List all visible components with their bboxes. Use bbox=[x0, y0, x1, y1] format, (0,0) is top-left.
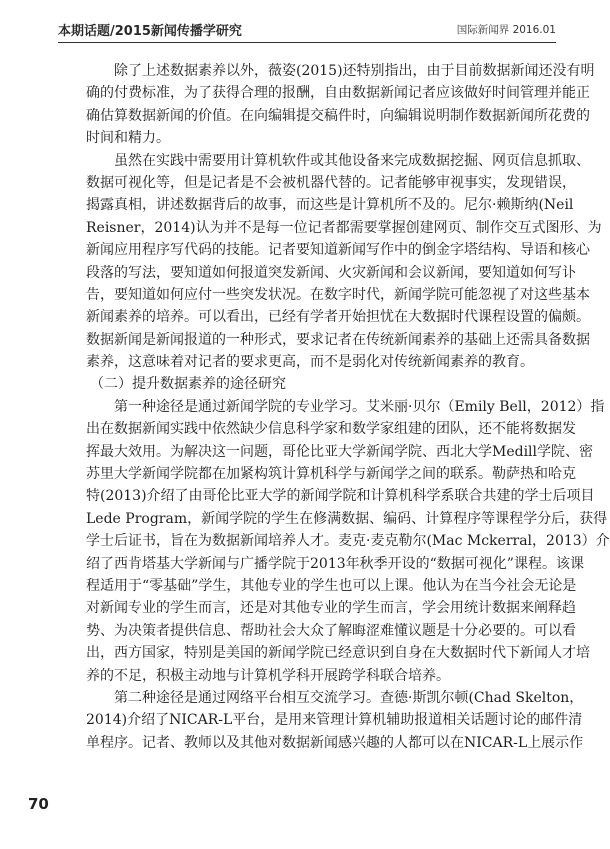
text-line: 出，西方国家，特别是美国的新闻学院已经意识到自身在大数据时代下新闻人才培 bbox=[86, 645, 590, 662]
text-line: Reisner，2014)认为并不是每一位记者都需要掌握创建网页、制作交互式图形、为 bbox=[86, 219, 602, 236]
text-line: 告，要知道如何应付一些突发状况。在数字时代，新闻学院可能忽视了对这些基本 bbox=[86, 286, 590, 303]
text-line: 绍了西肯塔基大学新闻与广播学院于2013年秋季开设的“数据可视化”课程。该课 bbox=[86, 555, 584, 572]
text-line: 段落的写法，要知道如何报道突发新闻、火灾新闻和会议新闻，要知道如何写讣 bbox=[86, 264, 576, 281]
journal-issue: 国际新闻界 2016.01 bbox=[456, 24, 556, 36]
text-line: 数据可视化等，但是记者是不会被机器代替的。记者能够审视事实，发现错误， bbox=[86, 174, 576, 191]
header-rule bbox=[58, 42, 556, 43]
text-line: 时间和精力。 bbox=[86, 130, 170, 147]
text-line: 出在数据新闻实践中依然缺少信息科学家和数学家组建的团队，还不能将数据发 bbox=[86, 421, 576, 438]
text-line: Lede Program，新闻学院的学生在修满数据、编码、计算程序等课程学分后，获得 bbox=[86, 510, 608, 527]
text-line: 程适用于“零基础”学生，其他专业的学生也可以上课。他认为在当今社会无论是 bbox=[86, 577, 577, 594]
text-line: 2014)介绍了NICAR-L平台，是用来管理计算机辅助报道相关话题讨论的邮件清 bbox=[86, 712, 583, 729]
page-number: 70 bbox=[28, 795, 49, 813]
text-line: 养的不足，积极主动地与计算机学科开展跨学科联合培养。 bbox=[86, 667, 450, 684]
text-line: 苏里大学新闻学院都在加紧构筑计算机科学与新闻学之间的联系。勒萨热和哈克 bbox=[86, 466, 576, 483]
text-line: 虽然在实践中需要用计算机软件或其他设备来完成数据挖掘、网页信息抓取、 bbox=[114, 152, 590, 169]
text-line: 新闻应用程序写代码的技能。记者要知道新闻写作中的倒金字塔结构、导语和核心 bbox=[86, 242, 590, 259]
text-line: 挥最大效用。为解决这一问题，哥伦比亚大学新闻学院、西北大学Medill学院、密 bbox=[86, 443, 594, 460]
text-line: 第一种途径是通过新闻学院的专业学习。艾米丽·贝尔（Emily Bell，2012）指 bbox=[114, 398, 605, 415]
running-header bbox=[58, 20, 556, 40]
article-body bbox=[86, 60, 610, 754]
text-line: 单程序。记者、教师以及其他对数据新闻感兴趣的人都可以在NICAR-L上展示作 bbox=[86, 734, 584, 751]
text-line: 素养，这意味着对记者的要求更高，而不是弱化对传统新闻素养的教育。 bbox=[86, 354, 534, 371]
text-line: 学士后证书，旨在为数据新闻培养人才。麦克·麦克勒尔(Mac Mckerral，2013）介 bbox=[86, 533, 610, 550]
text-line: 特(2013)介绍了由哥伦比亚大学的新闻学院和计算机科学系联合共建的学士后项目 bbox=[86, 488, 595, 505]
text-line: 势、为决策者提供信息、帮助社会大众了解晦涩难懂议题是十分必要的。可以看 bbox=[86, 622, 576, 639]
text-line: 对新闻专业的学生而言，还是对其他专业的学生而言，学会用统计数据来阐释趋 bbox=[86, 600, 576, 617]
text-line: 数据新闻是新闻报道的一种形式，要求记者在传统新闻素养的基础上还需具备数据 bbox=[86, 331, 590, 348]
text-line: 揭露真相，讲述数据背后的故事，而这些是计算机所不及的。尼尔·赖斯纳(Neil bbox=[86, 197, 574, 214]
text-line: 第二种途径是通过网络平台相互交流学习。查德·斯凯尔顿(Chad Skelton， bbox=[114, 689, 584, 706]
journal-section-title: 本期话题/2015新闻传播学研究 bbox=[58, 24, 242, 39]
text-line: 确估算数据新闻的价值。在向编辑提交稿件时，向编辑说明制作数据新闻所花费的 bbox=[86, 107, 590, 124]
text-line: 新闻素养的培养。可以看出，已经有学者开始担忧在大数据时代课程设置的偏颇。 bbox=[86, 309, 590, 326]
text-line: 除了上述数据素养以外，薇姿(2015)还特别指出，由于目前数据新闻还没有明 bbox=[114, 63, 595, 79]
section-heading: （二）提升数据素养的途径研究 bbox=[90, 376, 286, 393]
text-line: 确的付费标准，为了获得合理的报酬，自由数据新闻记者应该做好时间管理并能正 bbox=[86, 85, 590, 102]
